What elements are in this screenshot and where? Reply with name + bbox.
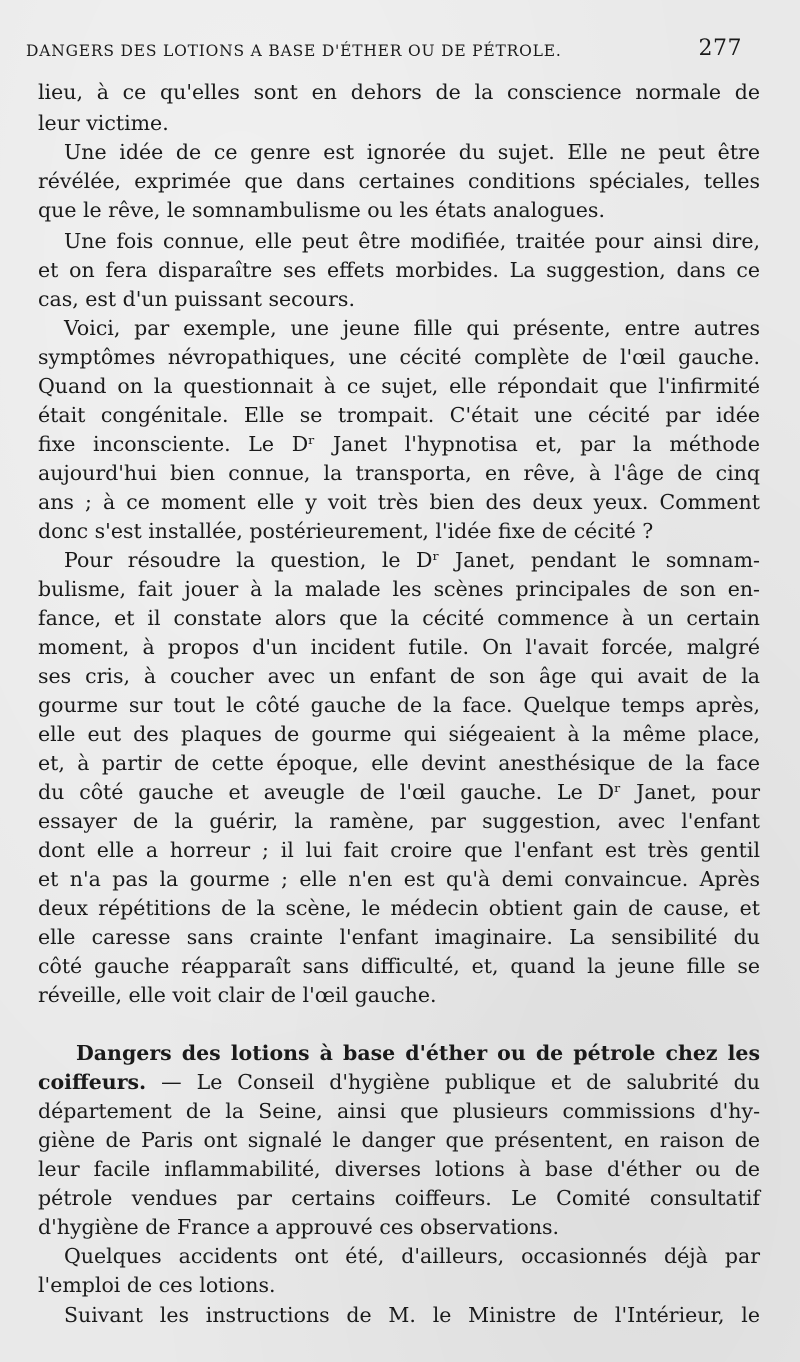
text-line: et n'a pas la gourme ; elle n'en est qu'à demi convaincue. Après <box>38 867 760 891</box>
text-line: moment, à propos d'un incident futile. On l'avait forcée, malgré <box>38 635 760 659</box>
text-line: gourme sur tout le côté gauche de la face. Quelque temps après, <box>38 693 760 717</box>
text-line: l'emploi de ces lotions. <box>38 1273 276 1297</box>
text-line: que le rêve, le somnambulisme ou les états analogues. <box>38 198 605 222</box>
text-line: révélée, exprimée que dans certaines conditions spéciales, telles <box>38 169 760 193</box>
text-line: elle caresse sans crainte l'enfant imaginaire. La sensibilité du <box>38 925 760 949</box>
section-heading-continuation <box>38 1068 760 1096</box>
text-line: Une idée de ce genre est ignorée du sujet. Elle ne peut être <box>64 140 760 164</box>
text-line: fixe inconsciente. Le Dʳ Janet l'hypnotisa et, par la méthode <box>38 432 760 456</box>
text-line: et, à partir de cette époque, elle devint anesthésique de la face <box>38 751 760 775</box>
text-line: elle eut des plaques de gourme qui siégeaient à la même place, <box>38 722 760 746</box>
text-line: département de la Seine, ainsi que plusieurs commissions d'hy- <box>38 1099 760 1123</box>
running-title: DANGERS DES LOTIONS A BASE D'ÉTHER OU DE PÉTROLE. <box>26 42 562 60</box>
text-line: Suivant les instructions de M. le Ministre de l'Intérieur, le <box>64 1303 760 1327</box>
text-line: cas, est d'un puissant secours. <box>38 287 355 311</box>
text-line: donc s'est installée, postérieurement, l'idée fixe de cécité ? <box>38 519 654 543</box>
text-line: Une fois connue, elle peut être modifiée, traitée pour ainsi dire, <box>64 229 760 253</box>
text-line: lieu, à ce qu'elles sont en dehors de la conscience normale de <box>38 80 760 104</box>
text-line: côté gauche réapparaît sans difficulté, et, quand la jeune fille se <box>38 954 760 978</box>
text-line: fance, et il constate alors que la cécité commence à un certain <box>38 606 760 630</box>
text-span: — Le Conseil d'hygiène publique et de salubrité du <box>146 1070 760 1094</box>
text-line: réveille, elle voit clair de l'œil gauche. <box>38 983 437 1007</box>
text-line: était congénitale. Elle se trompait. C'était une cécité par idée <box>38 403 760 427</box>
text-line: aujourd'hui bien connue, la transporta, en rêve, à l'âge de cinq <box>38 461 760 485</box>
text-line: Voici, par exemple, une jeune fille qui présente, entre autres <box>64 316 760 340</box>
text-line: essayer de la guérir, la ramène, par suggestion, avec l'enfant <box>38 809 760 833</box>
text-line: leur facile inflammabilité, diverses lotions à base d'éther ou de <box>38 1157 760 1181</box>
page-body <box>38 0 760 1362</box>
text-line: giène de Paris ont signalé le danger que présentent, en raison de <box>38 1128 760 1152</box>
text-line: leur victime. <box>38 111 169 135</box>
text-line: et on fera disparaître ses effets morbides. La suggestion, dans ce <box>38 258 760 282</box>
text-line: bulisme, fait jouer à la malade les scènes principales de son en- <box>38 577 760 601</box>
section-heading: Dangers des lotions à base d'éther ou de pétrole chez les <box>76 1041 760 1065</box>
section-heading-end: coiffeurs. <box>38 1070 147 1094</box>
text-line: ans ; à ce moment elle y voit très bien des deux yeux. Comment <box>38 490 760 514</box>
text-line: pétrole vendues par certains coiffeurs. Le Comité consultatif <box>38 1186 760 1210</box>
text-line: ses cris, à coucher avec un enfant de son âge qui avait de la <box>38 664 760 688</box>
text-line: dont elle a horreur ; il lui fait croire que l'enfant est très gentil <box>38 838 760 862</box>
text-line: symptômes névropathiques, une cécité complète de l'œil gauche. <box>38 345 760 369</box>
text-line: d'hygiène de France a approuvé ces observations. <box>38 1215 560 1239</box>
text-line: deux répétitions de la scène, le médecin obtient gain de cause, et <box>38 896 760 920</box>
text-line: Pour résoudre la question, le Dʳ Janet, pendant le somnam- <box>64 548 760 572</box>
text-line: Quand on la questionnait à ce sujet, elle répondait que l'infirmité <box>38 374 760 398</box>
text-line: du côté gauche et aveugle de l'œil gauche. Le Dʳ Janet, pour <box>38 780 760 804</box>
page-number: 277 <box>698 36 742 61</box>
text-line: Quelques accidents ont été, d'ailleurs, occasionnés déjà par <box>64 1244 760 1268</box>
